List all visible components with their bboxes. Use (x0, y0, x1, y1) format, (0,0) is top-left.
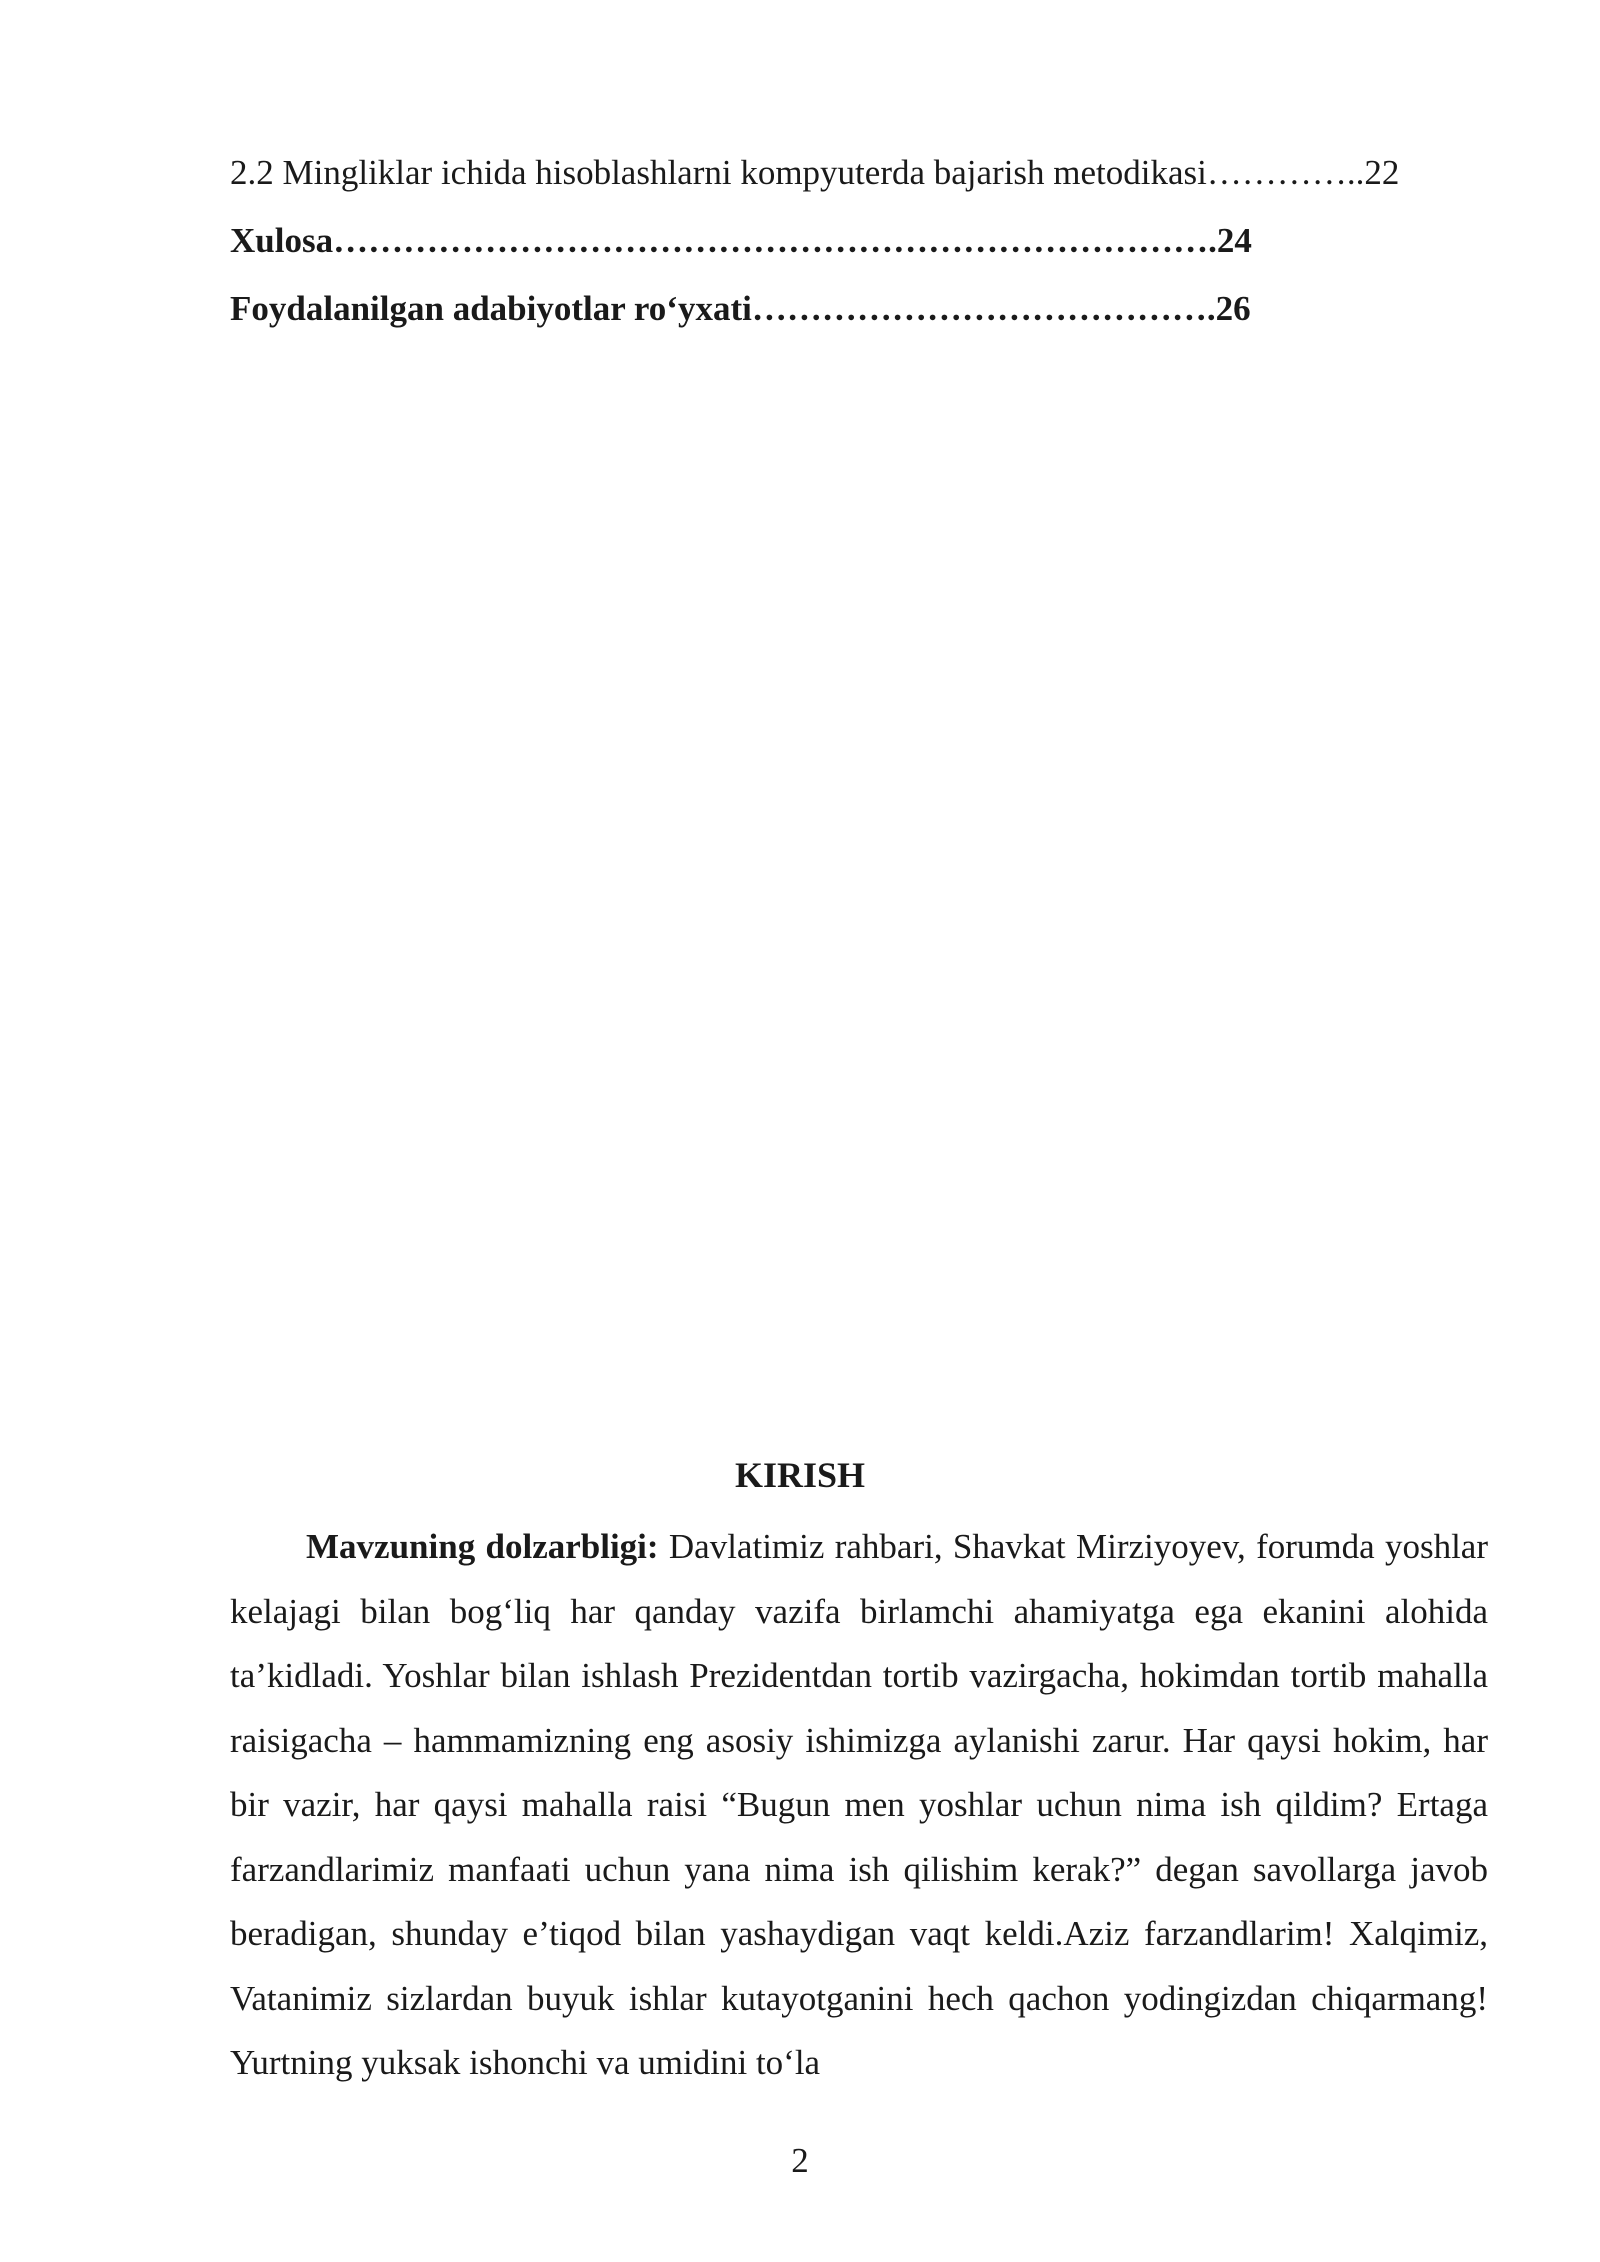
toc-entry-2-2: 2.2 Mingliklar ichida hisoblashlarni kompyuterda bajarish metodikasi…………..22 (230, 153, 1400, 192)
toc-entry-references: Foydalanilgan adabiyotlar ro‘yxati………………………………….26 (230, 289, 1251, 328)
body-paragraph (230, 1515, 1488, 2096)
section-heading: KIRISH (734, 1455, 866, 1495)
paragraph-text: Davlatimiz rahbari, Shavkat Mirziyoyev, forumda yoshlar kelajagi bilan bog‘liq har qanday vazifa birlamchi ahamiyatga ega ekanini alohida ta’kidladi. Yoshlar bilan ishlash Prezidentdan tortib vazirgacha, hokimdan tortib mahalla raisigacha – hammamizning eng asosiy ishimizga aylanishi zarur. Har qaysi hokim, har bir vazir, har qaysi mahalla raisi “Bugun men yoshlar uchun nima ish qildim? Ertaga farzandlarimiz manfaati uchun yana nima ish qilishim kerak?” degan savollarga javob beradigan, shunday e’tiqod bilan yashaydigan vaqt keldi.Aziz farzandlarim! Xalqimiz, Vatanimiz sizlardan buyuk ishlar kutayotganini hech qachon yodingizdan chiqarmang! Yurtning yuksak ishonchi va umidini to‘la (230, 1527, 1488, 2082)
page-number: 2 (791, 2141, 809, 2180)
toc-entry-xulosa: Xulosa………………………………………………………………….24 (230, 221, 1252, 260)
paragraph-lead: Mavzuning dolzarbligi: (306, 1527, 659, 1566)
